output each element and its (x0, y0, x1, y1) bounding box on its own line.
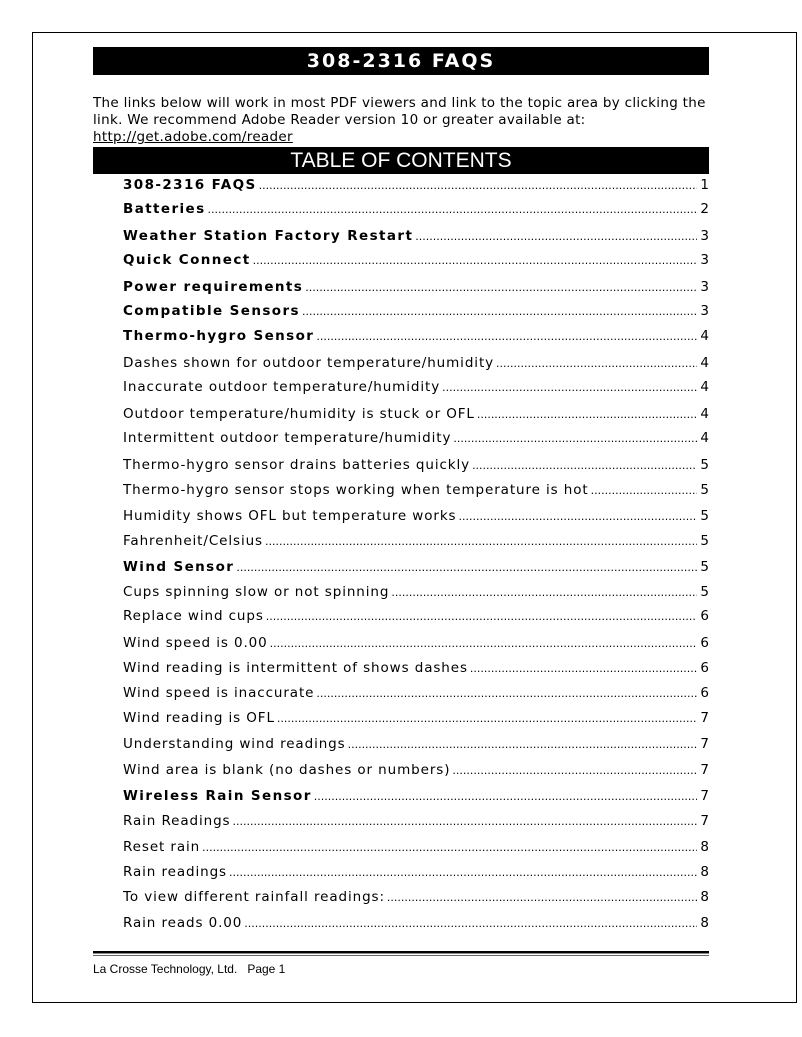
toc-entry-label: Power requirements (123, 279, 304, 295)
toc-entry-label: Humidity shows OFL but temperature works (123, 508, 457, 524)
footer-divider (93, 951, 709, 954)
toc-entry-page-number: 7 (700, 736, 709, 752)
toc-entry-page-number: 6 (700, 608, 709, 624)
toc-entry[interactable] (123, 864, 709, 880)
toc-leader-dots (452, 762, 697, 778)
toc-leader-dots (415, 228, 697, 244)
toc-entry[interactable] (123, 736, 709, 752)
toc-entry[interactable] (123, 710, 709, 726)
toc-entry[interactable] (123, 252, 709, 268)
page-footer: La Crosse Technology, Ltd. Page 1 (93, 962, 286, 976)
toc-entry-page-number: 5 (700, 508, 709, 524)
toc-entry-page-number: 4 (700, 430, 709, 446)
toc-entry[interactable] (123, 406, 709, 422)
toc-entry-label: Wind Sensor (123, 559, 235, 575)
toc-entry-label: Batteries (123, 201, 206, 217)
toc-entry[interactable] (123, 355, 709, 371)
toc-entry[interactable] (123, 559, 709, 575)
toc-entry-label: Replace wind cups (123, 608, 264, 624)
toc-entry[interactable] (123, 482, 709, 498)
toc-entry-page-number: 4 (700, 406, 709, 422)
toc-entry-page-number: 3 (700, 252, 709, 268)
toc-entry[interactable] (123, 889, 709, 905)
toc-entry-page-number: 7 (700, 813, 709, 829)
toc-leader-dots (470, 660, 697, 676)
toc-entry[interactable] (123, 228, 709, 244)
intro-text: The links below will work in most PDF viewers and link to the topic area by clicking the link. We recommend Adobe Reader version 10 or greater available at: (93, 95, 706, 128)
toc-leader-dots (453, 430, 697, 446)
toc-entry-page-number: 4 (700, 328, 709, 344)
toc-entry-page-number: 7 (700, 762, 709, 778)
toc-leader-dots (591, 482, 697, 498)
toc-entry-label: Wireless Rain Sensor (123, 788, 312, 804)
toc-entry-page-number: 8 (700, 864, 709, 880)
toc-entry-label: Rain reads 0.00 (123, 915, 243, 931)
toc-leader-dots (244, 915, 697, 931)
toc-entry[interactable] (123, 788, 709, 804)
toc-entry-label: Rain Readings (123, 813, 231, 829)
toc-entry-label: Inaccurate outdoor temperature/humidity (123, 379, 441, 395)
toc-entry-label: 308-2316 FAQS (123, 177, 257, 193)
toc-entry-label: Thermo-hygro Sensor (123, 328, 315, 344)
toc-entry-page-number: 7 (700, 788, 709, 804)
toc-leader-dots (266, 608, 697, 624)
toc-entry-page-number: 7 (700, 710, 709, 726)
toc-entry-label: Wind reading is OFL (123, 710, 275, 726)
toc-entry-page-number: 8 (700, 915, 709, 931)
toc-entry-page-number: 5 (700, 584, 709, 600)
toc-entry-page-number: 1 (700, 177, 709, 193)
toc-entry-label: Fahrenheit/Celsius (123, 533, 263, 549)
toc-entry[interactable] (123, 508, 709, 524)
toc-leader-dots (305, 279, 697, 295)
toc-leader-dots (477, 406, 697, 422)
toc-entry-label: Intermittent outdoor temperature/humidity (123, 430, 452, 446)
toc-entry-label: Wind speed is 0.00 (123, 635, 268, 651)
toc-entry-page-number: 5 (700, 482, 709, 498)
toc-entry[interactable] (123, 762, 709, 778)
toc-leader-dots (208, 201, 697, 217)
toc-leader-dots (472, 457, 697, 473)
toc-leader-dots (302, 303, 697, 319)
toc-entry-page-number: 6 (700, 685, 709, 701)
toc-entry-page-number: 6 (700, 635, 709, 651)
adobe-reader-link[interactable]: http://get.adobe.com/reader (93, 129, 293, 145)
toc-leader-dots (202, 839, 697, 855)
toc-leader-dots (265, 533, 697, 549)
toc-entry-page-number: 3 (700, 279, 709, 295)
toc-leader-dots (236, 559, 697, 575)
toc-entry-page-number: 5 (700, 559, 709, 575)
toc-entry-label: Compatible Sensors (123, 303, 300, 319)
toc-entry-page-number: 5 (700, 457, 709, 473)
toc-entry-label: Rain readings (123, 864, 227, 880)
toc-entry-label: Thermo-hygro sensor drains batteries quickly (123, 457, 471, 473)
toc-entry-page-number: 3 (700, 303, 709, 319)
toc-leader-dots (233, 813, 698, 829)
toc-entry[interactable] (123, 635, 709, 651)
intro-paragraph (93, 95, 713, 146)
toc-entry-label: Quick Connect (123, 252, 251, 268)
toc-entry[interactable] (123, 660, 709, 676)
toc-leader-dots (442, 379, 697, 395)
toc-entry-label: Wind area is blank (no dashes or numbers) (123, 762, 451, 778)
toc-entry[interactable] (123, 839, 709, 855)
toc-entry-label: Cups spinning slow or not spinning (123, 584, 390, 600)
toc-entry-label: Weather Station Factory Restart (123, 228, 414, 244)
toc-entry[interactable] (123, 177, 709, 193)
toc-entry-label: Thermo-hygro sensor stops working when temperature is hot (123, 482, 589, 498)
toc-leader-dots (496, 355, 697, 371)
toc-entry-label: Reset rain (123, 839, 201, 855)
toc-entry[interactable] (123, 608, 709, 624)
toc-entry[interactable] (123, 279, 709, 295)
toc-leader-dots (458, 508, 697, 524)
toc-entry-label: Understanding wind readings (123, 736, 346, 752)
toc-entry-page-number: 5 (700, 533, 709, 549)
toc-heading: TABLE OF CONTENTS (93, 147, 709, 174)
toc-entry[interactable] (123, 328, 709, 344)
toc-entry-label: To view different rainfall readings: (123, 889, 385, 905)
toc-entry[interactable] (123, 430, 709, 446)
toc-entry-label: Wind speed is inaccurate (123, 685, 315, 701)
toc-entry-page-number: 4 (700, 355, 709, 371)
footer-divider-thin (93, 955, 709, 956)
toc-entry[interactable] (123, 303, 709, 319)
toc-leader-dots (348, 736, 697, 752)
toc-entry-page-number: 3 (700, 228, 709, 244)
toc-entry[interactable] (123, 533, 709, 549)
toc-leader-dots (316, 685, 697, 701)
toc-entry-page-number: 2 (700, 201, 709, 217)
toc-leader-dots (316, 328, 697, 344)
toc-entry[interactable] (123, 685, 709, 701)
toc-leader-dots (387, 889, 697, 905)
toc-entry-page-number: 4 (700, 379, 709, 395)
toc-entry[interactable] (123, 201, 709, 217)
toc-leader-dots (259, 177, 697, 193)
toc-entry[interactable] (123, 379, 709, 395)
toc-leader-dots (253, 252, 697, 268)
toc-entry-label: Wind reading is intermittent of shows dashes (123, 660, 468, 676)
toc-entry-page-number: 8 (700, 889, 709, 905)
document-title: 308-2316 FAQS (93, 47, 709, 75)
toc-leader-dots (270, 635, 697, 651)
toc-entry-label: Outdoor temperature/humidity is stuck or OFL (123, 406, 475, 422)
toc-leader-dots (391, 584, 697, 600)
toc-entry[interactable] (123, 584, 709, 600)
toc-leader-dots (229, 864, 697, 880)
toc-entry[interactable] (123, 915, 709, 931)
toc-entry-page-number: 6 (700, 660, 709, 676)
toc-leader-dots (314, 788, 697, 804)
toc-entry-label: Dashes shown for outdoor temperature/humidity (123, 355, 495, 371)
toc-entry[interactable] (123, 813, 709, 829)
toc-entry[interactable] (123, 457, 709, 473)
toc-leader-dots (277, 710, 697, 726)
toc-entry-page-number: 8 (700, 839, 709, 855)
